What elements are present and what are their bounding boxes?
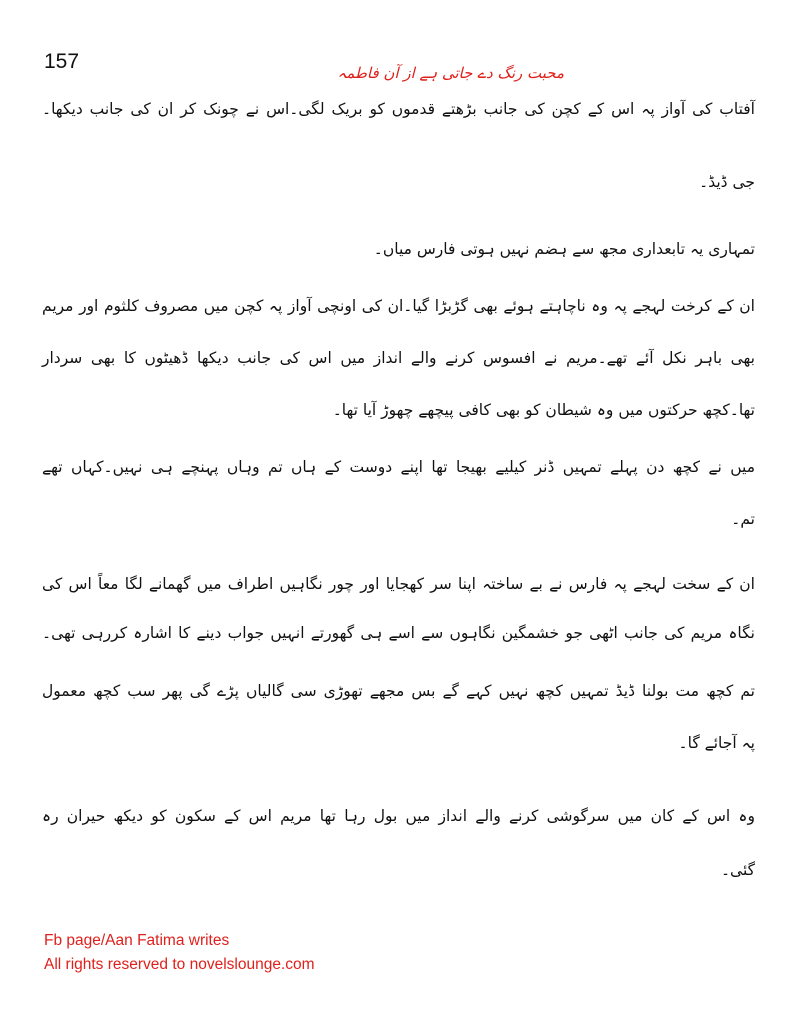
book-title: محبت رنگ دے جاتی ہے از آن فاطمہ: [337, 64, 564, 82]
text-line: وہ اس کے کان میں سرگوشی کرنے والے انداز میں بول رہا تھا مریم اس کے سکون کو دیکھ حیران رہ: [42, 807, 755, 825]
text-line: آفتاب کی آواز پہ اس کے کچن کی جانب بڑھتے قدموں کو بریک لگی۔اس نے چونک کر ان کی جانب دیکھا۔: [42, 100, 755, 118]
text-line: ان کے کرخت لہجے پہ وہ ناچاہتے ہوئے بھی گڑبڑا گیا۔ان کی اونچی آواز پہ کچن میں مصروف کلثوم اور مریم: [42, 297, 755, 315]
text-line: گئی۔: [720, 861, 755, 879]
page-number: 157: [44, 50, 80, 73]
text-line: تمہاری یہ تابعداری مجھ سے ہضم نہیں ہوتی فارس میاں۔: [373, 240, 755, 258]
text-line: پہ آجائے گا۔: [678, 734, 755, 752]
text-line: تم کچھ مت بولنا ڈیڈ تمہیں کچھ نہیں کہے گے بس مجھے تھوڑی سی گالیاں پڑے گی پھر سب کچھ معمول: [42, 682, 755, 700]
text-line: تم۔: [731, 510, 755, 528]
footer-fb-page: Fb page/Aan Fatima writes: [44, 932, 230, 949]
footer-copyright: All rights reserved to novelslounge.com: [44, 956, 315, 973]
text-line: تھا۔کچھ حرکتوں میں وہ شیطان کو بھی کافی پیچھے چھوڑ آیا تھا۔: [332, 401, 755, 419]
text-line: جی ڈیڈ۔: [699, 173, 755, 191]
text-line: نگاہ مریم کی جانب اٹھی جو خشمگین نگاہوں سے اسے ہی گھورتے انہیں جواب دینے کا اشارہ کررہی تھی۔: [42, 624, 755, 642]
text-line: ان کے سخت لہجے پہ فارس نے بے ساختہ اپنا سر کھجایا اور چور نگاہیں اطراف میں گھمانے لگا معاً اس کی: [42, 575, 755, 593]
text-line: بھی باہر نکل آئے تھے۔مریم نے افسوس کرنے والے انداز میں اس کی جانب دیکھا ڈھیٹوں کا بھی سردار: [42, 349, 755, 367]
text-line: میں نے کچھ دن پہلے تمہیں ڈنر کیلیے بھیجا تھا اپنے دوست کے ہاں تم وہاں پہنچے ہی نہیں۔کہاں تھے: [42, 458, 755, 476]
